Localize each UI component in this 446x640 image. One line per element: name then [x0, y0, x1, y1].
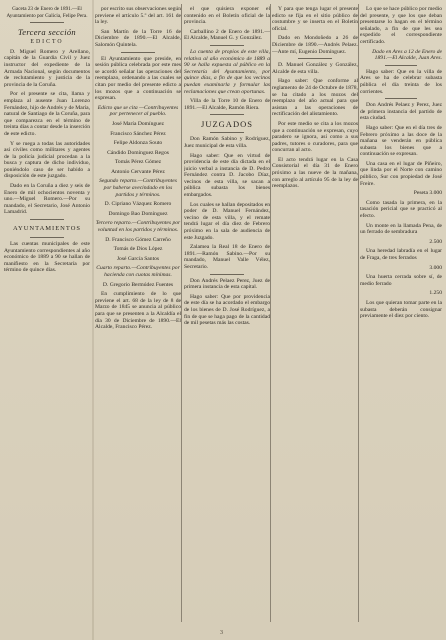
paragraph: Los que quieran tomar parte en la subasta deberán consignar previamente el diez por ciento. [360, 299, 442, 320]
price-line: Peseta 3.000 [413, 190, 442, 197]
column-4 [272, 6, 358, 620]
separator [121, 52, 155, 53]
top-note: Gaceta 23 de Enero de 1891.—El Ayuntamiento por Galicia, Felipe Pera. [6, 6, 88, 19]
section-title-juzgados: JUZGADOS [201, 119, 253, 130]
paragraph: Dado en Mondoñedo a 26 de Diciembre de 1890.—Andrés Pelaez.—Ante mí, Eugenio Domínguez. [272, 35, 358, 55]
list-item: D. Gregorio Bermúdez Fuentes [102, 281, 174, 288]
paragraph: Hago saber: Que conforme al reglamento de 24 de Octubre de 1878, se ha citado a los mozos del reemplazo del año actual para que asistan a las operaciones de rectificación del alistamiento. [272, 78, 358, 118]
paragraph: Y para que tenga lugar el presente edicto se fija en el sitio público de costumbre y se inserta en el Boletín oficial. [272, 6, 358, 32]
column-1 [4, 6, 90, 620]
list-item-text: Una huerta cerrada sobre sí, de medio ferrado [360, 274, 442, 287]
paragraph: Por este medio se cita a los mozos que a continuación se expresan, cuyo paradero se ignora, así como a sus padres, tutores o curadores, para que concurran al acto. [272, 120, 358, 154]
paragraph: La cuenta de propios de este villa, relativa al año económico de 1889 a 90 se halla expuesta al público en la Secretaría del Ayuntamiento, por quince días, a fin de que los vecinos puedan examinarla y formular las reclamaciones que crean oportunas. [184, 48, 270, 95]
paragraph: Hago saber: Que en la villa de Ares se ha de celebrar subasta pública el día treinta de los corrientes. [360, 68, 442, 95]
paragraph: Don Ramón Sabino y Rodríguez, Juez municipal de esta villa. [184, 136, 270, 149]
column-rule [181, 4, 182, 622]
paragraph: Dado en la Coruña a diez y seis de Enero de mil ochocientos noventa y uno.—Miguel Romero.—Por su mandado, el Secretario, José Antonio Lamadrid. [4, 183, 90, 216]
column-3 [184, 6, 270, 620]
separator [210, 274, 244, 275]
separator [298, 58, 332, 59]
paragraph: Las cuentas municipales de este Ayuntamiento correspondientes al año económico de 1889 a 90 se hallan de manifiesto en la Secretaría por término de quince días. [4, 241, 90, 274]
list-heading: Segundo reparto.—Contribuyentes por haberse avecindado en los partidos y términos. [99, 178, 177, 198]
list-heading: Tercero reparto.—Contribuyentes por voluntad en los partidos y términos. [95, 220, 181, 234]
list-item-price: 1.250 [429, 290, 442, 297]
list-item-text: Una heredad labradía en el lugar de Fraga, de tres ferrados [360, 248, 442, 261]
paragraph: Por el presente se cita, llama y emplaza al ausente Juan Lorenzo Fernández, hijo de Andrés y de María, natural de Santiago de la Coruña, para que comparezca en el término de treinta días a contar desde la inserción de este edicto. [4, 91, 90, 137]
column-rule [358, 4, 359, 622]
paragraph: D. Miguel Romero y Arellano, capitán de la Guardia Civil y Juez instructor del expediente de la Armada Nacional, según documentos de reclutamiento y justicia de la provincia de la Coruña. [4, 48, 90, 88]
column-5 [360, 6, 442, 620]
paragraph: por escrito sus observaciones según previene el artículo 5.º del art. 161 de la ley. [95, 6, 181, 26]
separator [30, 22, 64, 23]
paragraph: Y se ruega a todas las autoridades así civiles como militares y agentes de la policía judicial procedan a la busca y captura de dicho individuo, poniéndolo caso de ser habido a disposición de este juzgado. [4, 140, 90, 180]
column-2 [95, 6, 181, 620]
column-rule [270, 4, 271, 622]
paragraph: Lo que se hace público por medio del presente, y que los que deban presentarse lo hagan en el término señalado, a fin de que les sea expedido el correspondiente certificado. [360, 6, 442, 45]
paragraph: Una casa en el lugar de Piñeiro, que linda por el Norte con camino público, Sur con propiedad de José Freire. [360, 160, 442, 187]
paragraph: El Ayuntamiento que preside, en sesión pública celebrada por este mes se acordó señalar las operaciones del reemplazo, ordenando a las cuales se citan por medio del presente edicto a los mozos que a continuación se expresan. [95, 55, 181, 102]
section-title-ayuntamientos: AYUNTAMIENTOS [12, 225, 82, 233]
list-item: José María Domínguez [112, 120, 164, 127]
list-item: Francisco Sánchez Pérez [110, 130, 166, 137]
list-item: Felipe Aldonza Souto [113, 140, 163, 147]
list-item: D. Francisco Gómez Carreño [105, 236, 171, 243]
paragraph: Hago saber: Que en el día tres de Febrero próximo a las doce de la mañana se venderán en pública subasta los bienes que a continuación se expresan. [360, 124, 442, 158]
paragraph: D. Manuel González y González, Alcalde de esta villa. [272, 62, 358, 75]
list-item: Tomás de Dios López [113, 246, 163, 253]
paragraph: Hago saber: Que en virtud de providencia de este día dictada en el juicio verbal a instancia de D. Pedro Fernández contra D. Jacobo Díaz, vecinos de esta villa, se sacan a pública subasta los bienes embargados. [184, 152, 270, 199]
list-item: Domingo Bao Domínguez [108, 210, 168, 217]
list-item-price: 2.500 [429, 238, 442, 245]
column-divider [92, 0, 94, 640]
paragraph: Don Andrés Pelaez Perez, Juez de primera instancia de esta capital. [184, 277, 270, 291]
section-subtitle: EDICTO [30, 39, 64, 46]
list-item: D. Cipriano Vázquez Romero [104, 201, 172, 208]
list-item: Cándido Domínguez Regos [107, 149, 169, 156]
paragraph: Villa de la Torre 10 de Enero de 1891.—El Alcalde, Ramón Riera. [184, 98, 270, 111]
paragraph: El acto tendrá lugar en la Casa Consistorial el día 31 de Enero próximo a las nueve de la mañana, con arreglo al artículo 95 de la ley de reemplazos. [272, 156, 358, 190]
separator [210, 45, 244, 46]
separator [30, 219, 64, 220]
separator [210, 114, 244, 115]
paragraph: Carballino 2 de Enero de 1891.—El Alcalde, Manuel G. y González. [184, 28, 270, 42]
paragraph: Don Andrés Pelaez y Perez, Juez de primera instancia del partido de esta ciudad. [360, 102, 442, 122]
list-item: Antonio Cervante Pérez [111, 168, 165, 175]
paragraph: Los cuales se hallan depositados en poder de D. Manuel Fernández, vecino de esta villa, y el remate tendrá lugar el día diez de Febrero próximo en la sala de audiencia de este Juzgado. [184, 201, 270, 241]
list-heading: Edicto que se cita —Contribuyentes por pertenecer al pueblo. [97, 104, 179, 118]
paragraph: el que quisiera exponer el contenido en el Boletín oficial de la provincia. [184, 6, 270, 26]
paragraph: Como tasada la primera, en la tasación pericial que se practicó al efecto. [360, 199, 442, 220]
list-item-text: Un monte en la llamada Pena, de un ferrado de sembradura [360, 222, 442, 236]
page-number: 3 [220, 630, 226, 636]
list-item: Tomás Pérez Gómez [114, 159, 162, 166]
list-heading: Cuarto reparto.—Contribuyentes por hacienda con cuotas mínimas. [96, 265, 180, 278]
separator [30, 237, 64, 238]
list-item: José García Santos [116, 255, 160, 262]
paragraph: Zalamea la Real 18 de Enero de 1891.—Ramón Sabino.—Por su mandado, Manuel Valle Vélez, Secretario. [184, 244, 270, 270]
signature-line: Dado en Ares a 12 de Enero de 1891.—El Alcalde, Juan Ares. [372, 48, 442, 62]
separator [385, 98, 418, 99]
section-title: Tercera sección [18, 27, 76, 38]
paragraph: En cumplimiento de lo que previene el art. 68 de la ley de 8 de Marzo de 1845 se anuncia al público para que se presenten a la Alcaldía el día 30 de Diciembre de 1890.—El Alcalde, Francisco Pérez. [95, 291, 181, 331]
separator [385, 65, 418, 66]
paragraph: Hago saber: Que por providencia de este día se ha acordado el embargo de los bienes de D. José Rodríguez, a fin de que se haga pago de la cantidad de mil pesetas más las costas. [184, 293, 270, 327]
list-item-price: 3.000 [429, 264, 442, 271]
separator [210, 132, 244, 133]
paragraph: San Martín de la Torre 16 de Diciembre de 1890.—El Alcalde, Salomón Quintela. [95, 28, 181, 48]
